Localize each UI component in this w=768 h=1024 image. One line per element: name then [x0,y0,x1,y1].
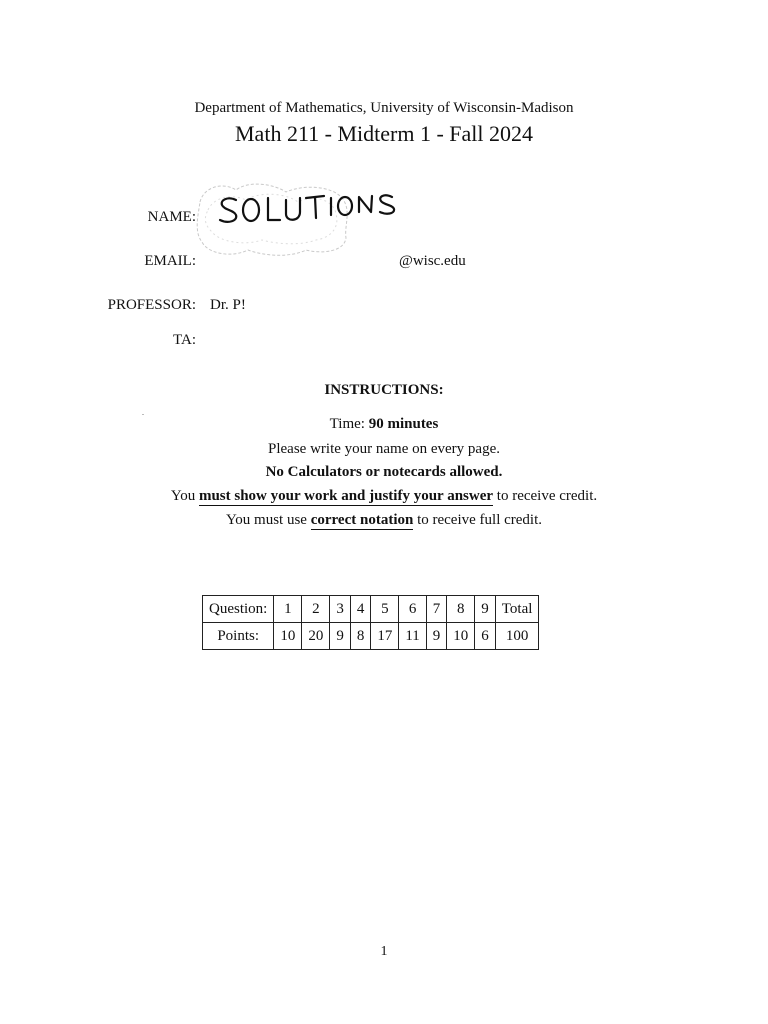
points-cell: 17 [371,623,399,650]
points-header-label: Points: [203,623,274,650]
question-header-label: Question: [203,596,274,623]
notation-prefix: You must use [225,512,311,528]
points-cell: 20 [302,623,330,650]
notation-suffix: to receive full credit. [413,512,543,528]
points-cell: 10 [274,623,302,650]
time-prefix: Time: [329,416,369,432]
name-label: NAME: [147,209,196,225]
page-number: 1 [380,944,388,959]
instructions-heading: INSTRUCTIONS: [324,382,444,398]
question-cell: 3 [330,596,351,623]
points-cell: 8 [350,623,371,650]
instruction-name: Please write your name on every page. [268,441,500,457]
stray-mark [142,414,144,415]
total-points-cell: 100 [495,623,539,650]
instruction-calculators: No Calculators or notecards allowed. [265,464,503,480]
question-cell: 5 [371,596,399,623]
professor-value: Dr. P! [210,297,246,313]
instruction-notation [0,512,768,529]
work-suffix: to receive credit. [493,488,598,504]
table-row-points [203,623,539,650]
email-label: EMAIL: [144,253,196,269]
handwritten-solutions-signature [218,188,400,230]
points-cell: 11 [399,623,426,650]
exam-title: Math 211 - Midterm 1 - Fall 2024 [235,121,533,146]
question-cell: 4 [350,596,371,623]
notation-emphasis: correct notation [310,512,414,528]
ta-label: TA: [173,332,196,348]
points-cell: 10 [447,623,475,650]
question-cell: 1 [274,596,302,623]
instruction-time [0,416,768,433]
table-row-questions [203,596,539,623]
time-value: 90 minutes [368,416,439,432]
question-cell: 8 [447,596,475,623]
score-table [202,595,539,650]
total-header-cell: Total [495,596,539,623]
points-cell: 6 [475,623,496,650]
email-suffix: @wisc.edu [399,253,466,269]
question-cell: 9 [475,596,496,623]
question-cell: 6 [399,596,426,623]
department-heading: Department of Mathematics, University of Wisconsin-Madison [194,100,574,116]
question-cell: 7 [426,596,447,623]
professor-label: PROFESSOR: [107,297,196,313]
points-cell: 9 [426,623,447,650]
instruction-show-work [0,488,768,505]
question-cell: 2 [302,596,330,623]
points-cell: 9 [330,623,351,650]
work-emphasis: must show your work and justify your answer [198,488,494,504]
work-prefix: You [170,488,199,504]
